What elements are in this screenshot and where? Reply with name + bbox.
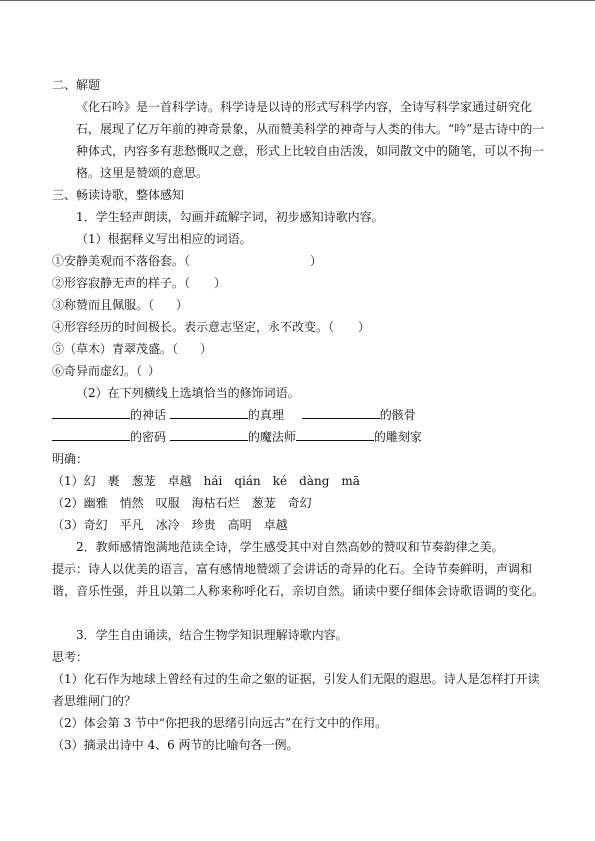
fill-word: 的魔法师 — [247, 430, 296, 444]
fill-in-row-2 — [52, 426, 546, 448]
definition-5 — [52, 338, 546, 360]
fill-word: 的真理 — [247, 408, 284, 422]
definition-1 — [52, 250, 546, 272]
definition-text: ④形容经历的时间极长。表示意志坚定，永不改变。（ — [52, 320, 335, 334]
answer-3: （3）奇幻 平凡 冰冷 珍贵 高明 卓越 — [52, 518, 288, 532]
definition-text: ③称赞而且佩服。（ — [52, 298, 155, 312]
document-body — [52, 74, 546, 756]
fill-word: 的骸骨 — [379, 408, 416, 422]
answer-1: （1）幻 裹 葱茏 卓越 hái qián ké dàng mā — [52, 474, 360, 488]
answer-paren-close: ） — [214, 276, 227, 290]
section-2-heading: 二、解题 — [52, 78, 101, 92]
definition-2 — [52, 272, 546, 294]
fill-blank[interactable] — [296, 427, 374, 441]
answer-paren-close: ） — [176, 298, 189, 312]
thinking-question-3: （3）摘录出诗中 4、6 两节的比喻句各一例。 — [52, 738, 299, 752]
thinking-label: 思考： — [52, 650, 89, 664]
answer-paren-close: ） — [200, 342, 213, 356]
definition-text: ⑤（草木）青翠茂盛。（ — [52, 342, 179, 356]
fill-blank[interactable] — [52, 427, 130, 441]
section-2-paragraph: 《化石吟》是一首科学诗。科学诗是以诗的形式写科学内容，全诗写科学家通过研究化石，展现了亿万年前的神奇景象，从而赞美科学的神奇与人类的伟大。“吟”是古诗中的一种体式，内容多有悲愁慨叹之意，形式上比较自由活泼，如同散文中的随笔，可以不拘一格。这里是赞颂的意思。 — [76, 100, 545, 180]
answer-paren-close: ） — [148, 364, 161, 378]
definition-text: ②形容寂静无声的样子。（ — [52, 276, 191, 290]
thinking-question-1: （1）化石作为地球上曾经有过的生命之躯的证据，引发人们无限的遐思。诗人是怎样打开读者思维闸门的？ — [52, 672, 540, 708]
fill-word: 的神话 — [130, 408, 167, 422]
definition-3 — [52, 294, 546, 316]
question-1-part-2: （2）在下列横线上选填恰当的修饰词语。 — [76, 386, 300, 400]
answer-2: （2）幽雅 悄然 叹服 海枯石烂 葱茏 奇幻 — [52, 496, 312, 510]
answer-paren-close: ） — [310, 254, 323, 268]
fill-word: 的雕刻家 — [373, 430, 422, 444]
definition-6 — [52, 360, 546, 382]
thinking-question-2: （2）体会第 3 节中“你把我的思绪引向远古”在行文中的作用。 — [52, 716, 388, 730]
answer-paren-close: ） — [358, 320, 371, 334]
hint-paragraph: 提示：诗人以优美的语言，富有感情地赞颂了会讲话的奇异的化石。全诗节奏鲜明，声调和谐，音乐性强，并且以第二人称来称呼化石，亲切自然。诵读中要仔细体会诗歌语调的变化。 — [52, 562, 545, 598]
fill-blank[interactable] — [52, 405, 130, 419]
fill-blank[interactable] — [170, 427, 248, 441]
page-top-rule — [0, 0, 595, 1]
fill-word: 的密码 — [130, 430, 167, 444]
question-2: 2．教师感情饱满地范读全诗，学生感受其中对自然高妙的赞叹和节奏韵律之美。 — [76, 540, 504, 554]
fill-blank[interactable] — [170, 405, 248, 419]
answer-label: 明确： — [52, 452, 89, 466]
definition-text: ⑥奇异而虚幻。（ — [52, 364, 143, 378]
question-1-part-1: （1）根据释义写出相应的词语。 — [76, 232, 252, 246]
question-1: 1．学生轻声朗读，勾画并疏解字词，初步感知诗歌内容。 — [76, 210, 384, 224]
question-3: 3．学生自由诵读，结合生物学知识理解诗歌内容。 — [76, 628, 348, 642]
definition-4 — [52, 316, 546, 338]
definition-text: ①安静美观而不落俗套。（ — [52, 254, 191, 268]
fill-blank[interactable] — [302, 405, 380, 419]
fill-in-row-1 — [52, 404, 546, 426]
section-3-heading: 三、畅读诗歌，整体感知 — [52, 188, 185, 202]
